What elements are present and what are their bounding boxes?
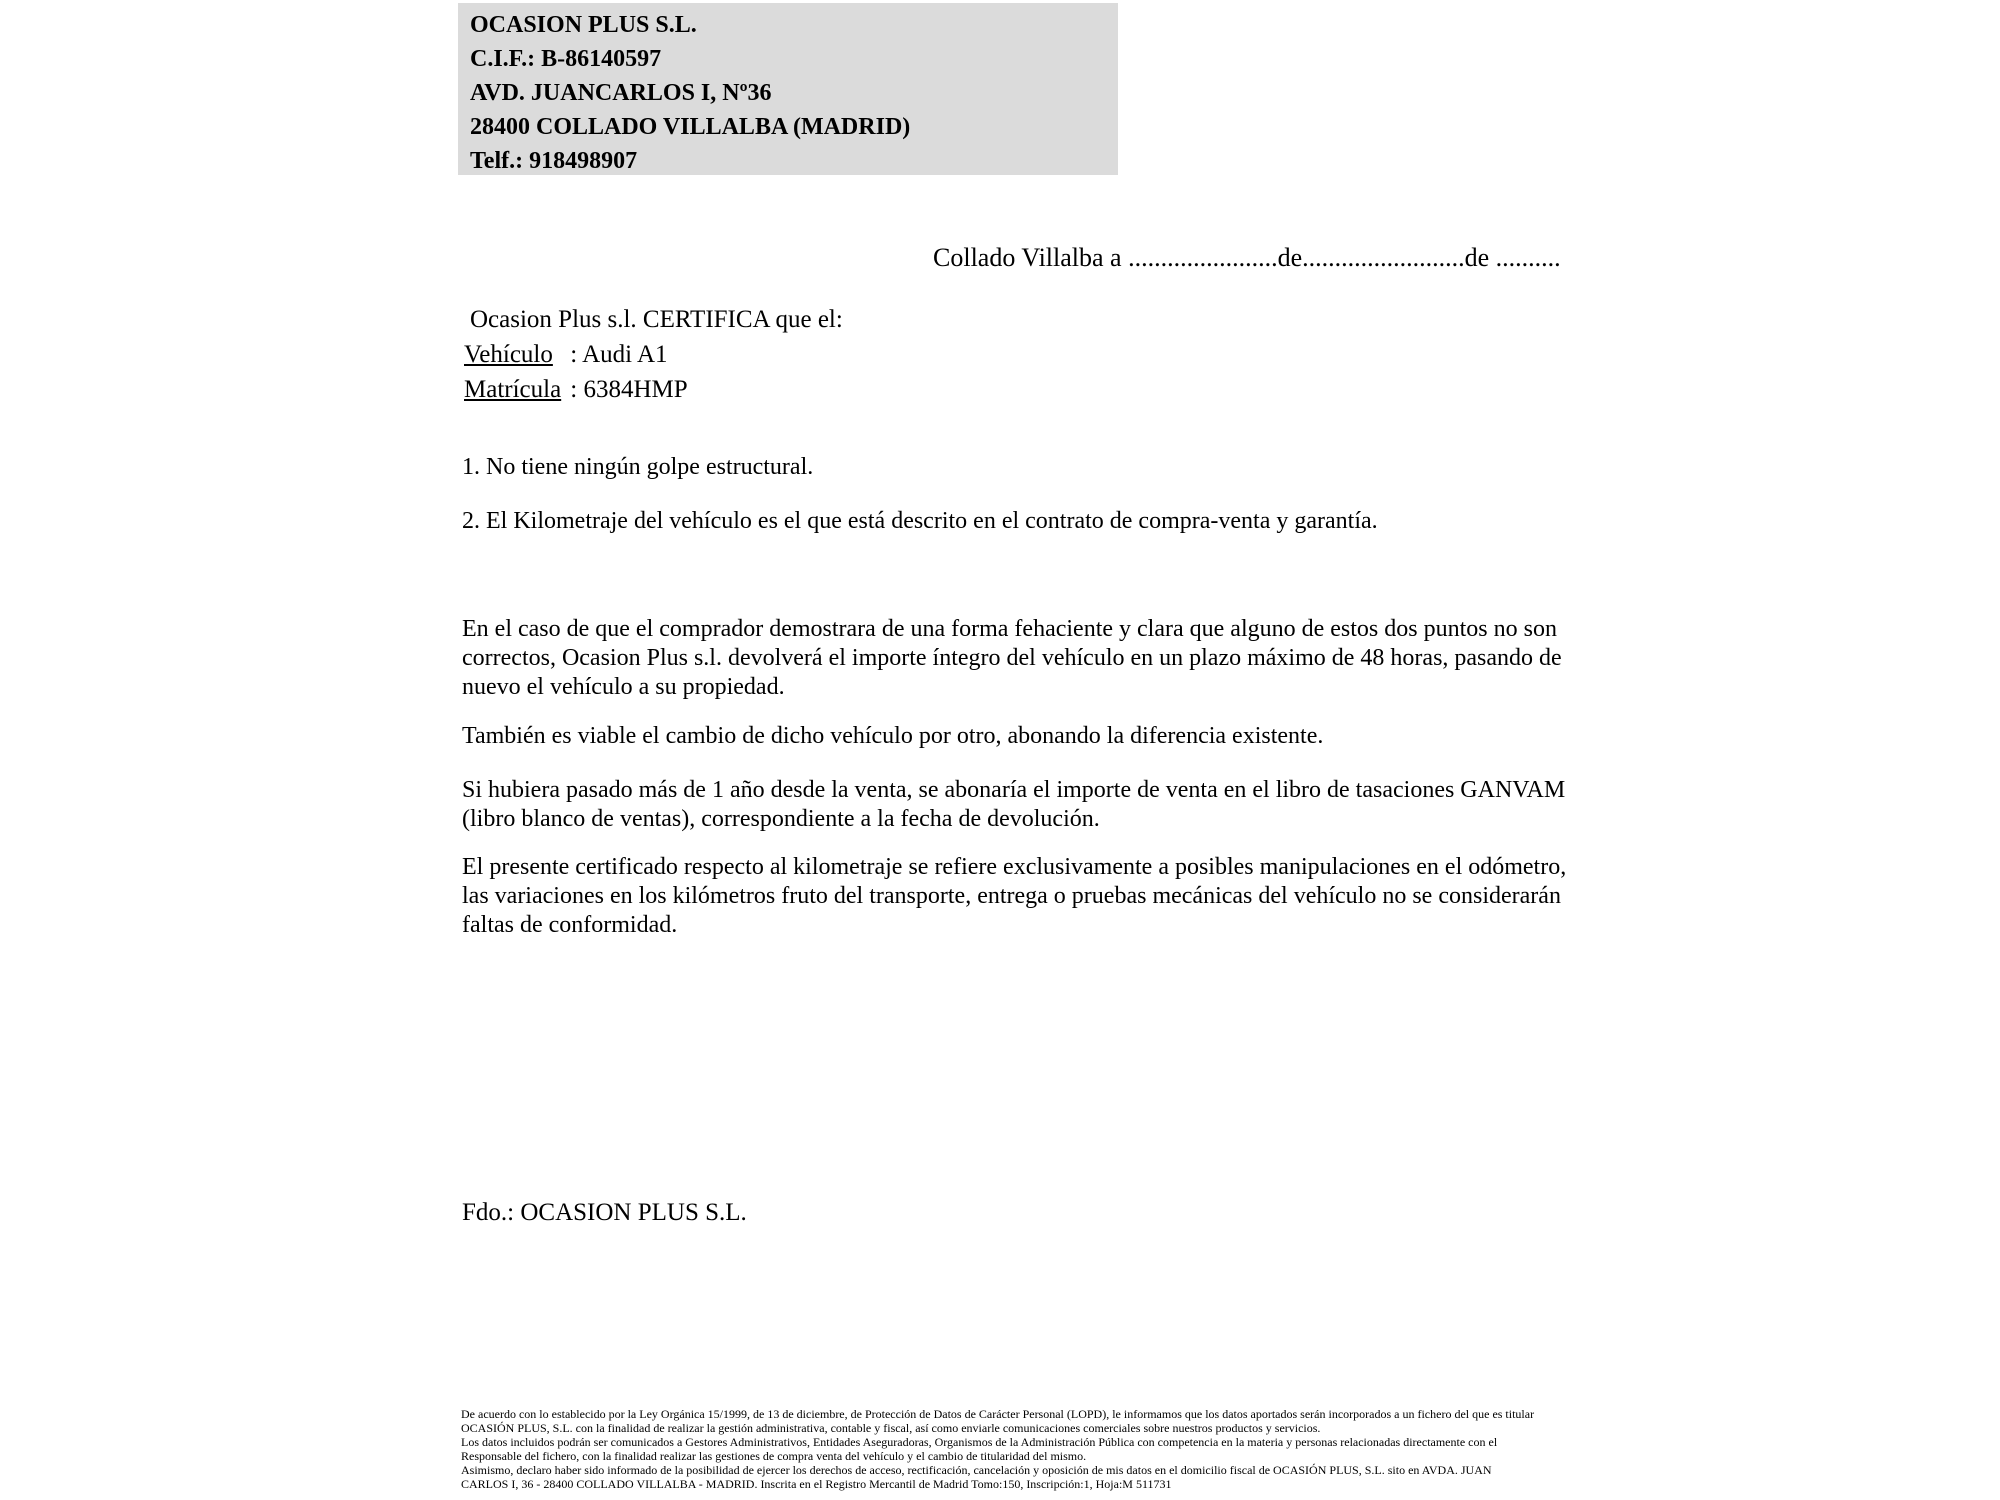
certified-point-1: 1. No tiene ningún golpe estructural.: [462, 454, 814, 480]
plate-field-value: 6384HMP: [583, 376, 688, 403]
company-header-box: [458, 3, 1118, 175]
certified-point-2: 2. El Kilometraje del vehículo es el que está descrito en el contrato de compra-venta y garantía.: [462, 508, 1378, 534]
paragraph-refund: En el caso de que el comprador demostrara de una forma fehaciente y clara que alguno de estos dos puntos no son correctos, Ocasion Plus s.l. devolverá el importe íntegro del vehículo en un plazo máximo de 48 horas, pasando de nuevo el vehículo a su propiedad.: [462, 616, 1562, 700]
legal-footer-line-3: Los datos incluidos podrán ser comunicados a Gestores Administrativos, Entidades Aseguradoras, Organismos de la Administración Pública con competencia en la materia y personas relacionadas directamente con el: [461, 1435, 1498, 1449]
company-cif: C.I.F.: B-86140597: [470, 46, 662, 72]
company-name: OCASION PLUS S.L.: [470, 12, 697, 38]
legal-footer-line-5: Asimismo, declaro haber sido informado de la posibilidad de ejercer los derechos de acceso, rectificación, cancelación y oposición de mis datos en el domicilio fiscal de OCASIÓN PLUS, S.L. sito en AVDA. JUAN: [461, 1463, 1492, 1477]
vehicle-field-separator: :: [570, 341, 578, 368]
signature-line: Fdo.: OCASION PLUS S.L.: [462, 1199, 747, 1226]
legal-footer-line-2: OCASIÓN PLUS, S.L. con la finalidad de realizar la gestión administrativa, contable y fiscal, así como enviarle comunicaciones comerciales sobre nuestros productos y servicios.: [461, 1421, 1321, 1435]
company-city: 28400 COLLADO VILLALBA (MADRID): [470, 114, 911, 140]
certify-intro: Ocasion Plus s.l. CERTIFICA que el:: [470, 306, 843, 333]
vehicle-field: [464, 341, 668, 369]
date-line: Collado Villalba a .......................de.........................de ..........: [933, 243, 1561, 272]
vehicle-field-label: Vehículo: [464, 341, 553, 368]
plate-field-separator: :: [570, 376, 578, 403]
vehicle-field-value: Audi A1: [582, 341, 668, 368]
legal-footer: [461, 1407, 1581, 1491]
legal-footer-line-1: De acuerdo con lo establecido por la Ley Orgánica 15/1999, de 13 de diciembre, de Protección de Datos de Carácter Personal (LOPD), le informamos que los datos aportados serán incorporados a un fichero del que es titular: [461, 1407, 1535, 1421]
paragraph-odometer: El presente certificado respecto al kilometraje se refiere exclusivamente a posibles manipulaciones en el odómetro, las variaciones en los kilómetros fruto del transporte, entrega o pruebas mecánicas del vehículo no se considerarán faltas de conformidad.: [462, 854, 1567, 938]
company-phone: Telf.: 918498907: [470, 148, 638, 174]
paragraph-ganvam: Si hubiera pasado más de 1 año desde la venta, se abonaría el importe de venta en el libro de tasaciones GANVAM (libro blanco de ventas), correspondiente a la fecha de devolución.: [462, 777, 1566, 832]
plate-field-label: Matrícula: [464, 376, 562, 403]
legal-footer-line-6: CARLOS I, 36 - 28400 COLLADO VILLALBA - MADRID. Inscrita en el Registro Mercantil de Madrid Tomo:150, Inscripción:1, Hoja:M 511731: [461, 1477, 1172, 1491]
paragraph-exchange: También es viable el cambio de dicho vehículo por otro, abonando la diferencia existente.: [462, 723, 1324, 749]
company-address: AVD. JUANCARLOS I, Nº36: [470, 80, 772, 106]
legal-footer-line-4: Responsable del fichero, con la finalidad realizar las gestiones de compra venta del vehículo y el cambio de titularidad del mismo.: [461, 1449, 1087, 1463]
plate-field: [464, 376, 688, 404]
